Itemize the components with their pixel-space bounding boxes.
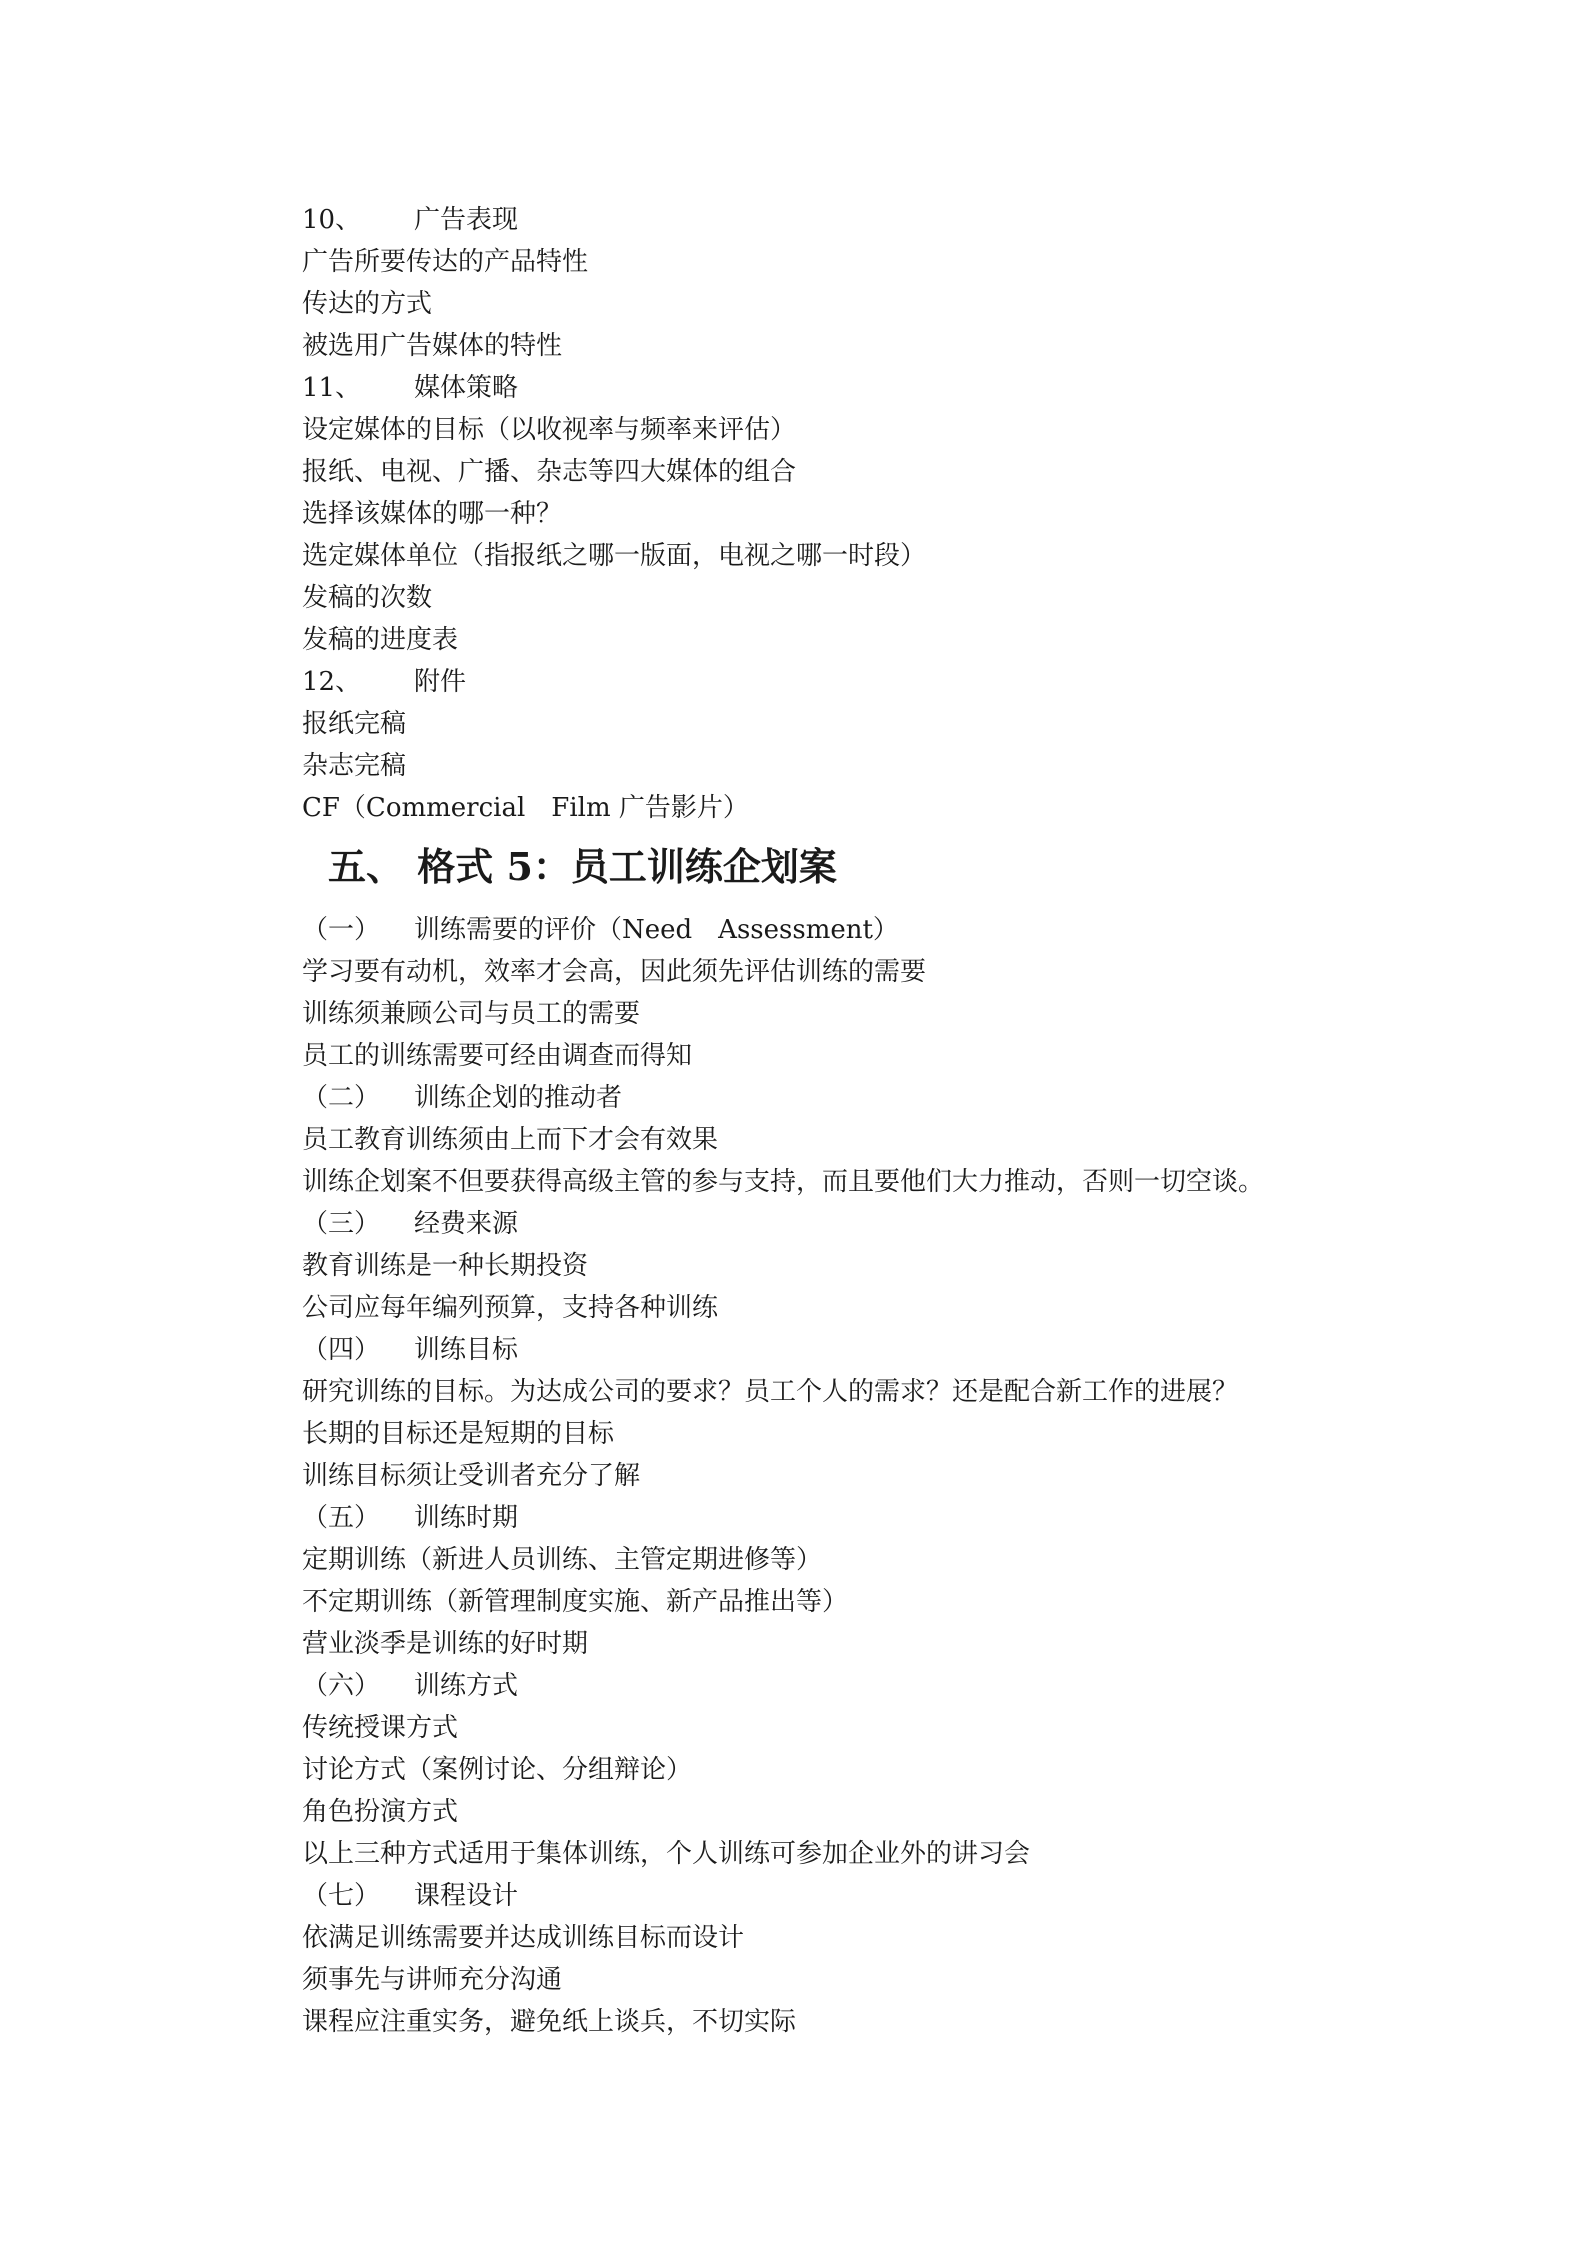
subsection-label: （一）	[302, 915, 381, 945]
list-item: 以上三种方式适用于集体训练，个人训练可参加企业外的讲习会	[302, 1839, 1031, 1869]
section-number: 12、	[302, 667, 362, 697]
subsection-label: （三）	[302, 1209, 381, 1239]
subsection-title: 训练需要的评价（Need Assessment）	[414, 915, 899, 945]
subsection-3-heading	[302, 1208, 518, 1240]
list-item: 教育训练是一种长期投资	[302, 1251, 589, 1281]
list-item: 选择该媒体的哪一种？	[302, 499, 563, 529]
subsection-label: （七）	[302, 1881, 381, 1911]
list-item: 员工的训练需要可经由调查而得知	[302, 1041, 693, 1071]
list-item: 报纸、电视、广播、杂志等四大媒体的组合	[302, 457, 797, 487]
section-10-heading	[302, 204, 518, 236]
list-item: 营业淡季是训练的好时期	[302, 1629, 589, 1659]
list-item: 讨论方式（案例讨论、分组辩论）	[302, 1755, 693, 1785]
list-item: 设定媒体的目标（以收视率与频率来评估）	[302, 415, 797, 445]
subsection-title: 训练时期	[414, 1503, 519, 1533]
chapter-heading: 五、 格式 5：员工训练企划案	[328, 844, 837, 889]
list-item: 训练目标须让受训者充分了解	[302, 1461, 641, 1491]
list-item: 课程应注重实务，避免纸上谈兵，不切实际	[302, 2007, 797, 2037]
section-title: 附件	[414, 667, 467, 697]
list-item: 公司应每年编列预算，支持各种训练	[302, 1293, 719, 1323]
subsection-6-heading	[302, 1670, 518, 1702]
subsection-4-heading	[302, 1334, 518, 1366]
list-item: 选定媒体单位（指报纸之哪一版面，电视之哪一时段）	[302, 541, 927, 571]
subsection-title: 训练企划的推动者	[414, 1083, 623, 1113]
subsection-2-heading	[302, 1082, 622, 1114]
subsection-title: 训练目标	[414, 1335, 519, 1365]
list-item: 训练须兼顾公司与员工的需要	[302, 999, 641, 1029]
subsection-title: 课程设计	[414, 1881, 519, 1911]
subsection-label: （二）	[302, 1083, 381, 1113]
list-item: 训练企划案不但要获得高级主管的参与支持，而且要他们大力推动，否则一切空谈。	[302, 1167, 1265, 1197]
list-item: 广告所要传达的产品特性	[302, 247, 589, 277]
list-item: 发稿的进度表	[302, 625, 459, 655]
list-item: 依满足训练需要并达成训练目标而设计	[302, 1923, 745, 1953]
list-item: 角色扮演方式	[302, 1797, 459, 1827]
subsection-5-heading	[302, 1502, 518, 1534]
list-item: 报纸完稿	[302, 709, 407, 739]
list-item: 研究训练的目标。为达成公司的要求？员工个人的需求？还是配合新工作的进展？	[302, 1377, 1239, 1407]
subsection-label: （五）	[302, 1503, 381, 1533]
list-item: 传统授课方式	[302, 1713, 459, 1743]
section-11-heading	[302, 372, 518, 404]
subsection-7-heading	[302, 1880, 518, 1912]
list-item: 定期训练（新进人员训练、主管定期进修等）	[302, 1545, 823, 1575]
subsection-title: 经费来源	[414, 1209, 519, 1239]
list-item: 杂志完稿	[302, 751, 407, 781]
subsection-title: 训练方式	[414, 1671, 519, 1701]
list-item: 学习要有动机，效率才会高，因此须先评估训练的需要	[302, 957, 927, 987]
list-item: 传达的方式	[302, 289, 433, 319]
list-item: 员工教育训练须由上而下才会有效果	[302, 1125, 719, 1155]
section-number: 10、	[302, 205, 362, 235]
list-item: 长期的目标还是短期的目标	[302, 1419, 615, 1449]
subsection-label: （四）	[302, 1335, 381, 1365]
section-title: 媒体策略	[414, 373, 519, 403]
list-item: 不定期训练（新管理制度实施、新产品推出等）	[302, 1587, 849, 1617]
section-12-heading	[302, 666, 466, 698]
section-number: 11、	[302, 373, 362, 403]
subsection-1-heading	[302, 914, 899, 946]
list-item: 被选用广告媒体的特性	[302, 331, 563, 361]
list-item: CF（Commercial Film 广告影片）	[302, 793, 749, 823]
subsection-label: （六）	[302, 1671, 381, 1701]
list-item: 发稿的次数	[302, 583, 433, 613]
section-title: 广告表现	[414, 205, 519, 235]
list-item: 须事先与讲师充分沟通	[302, 1965, 563, 1995]
